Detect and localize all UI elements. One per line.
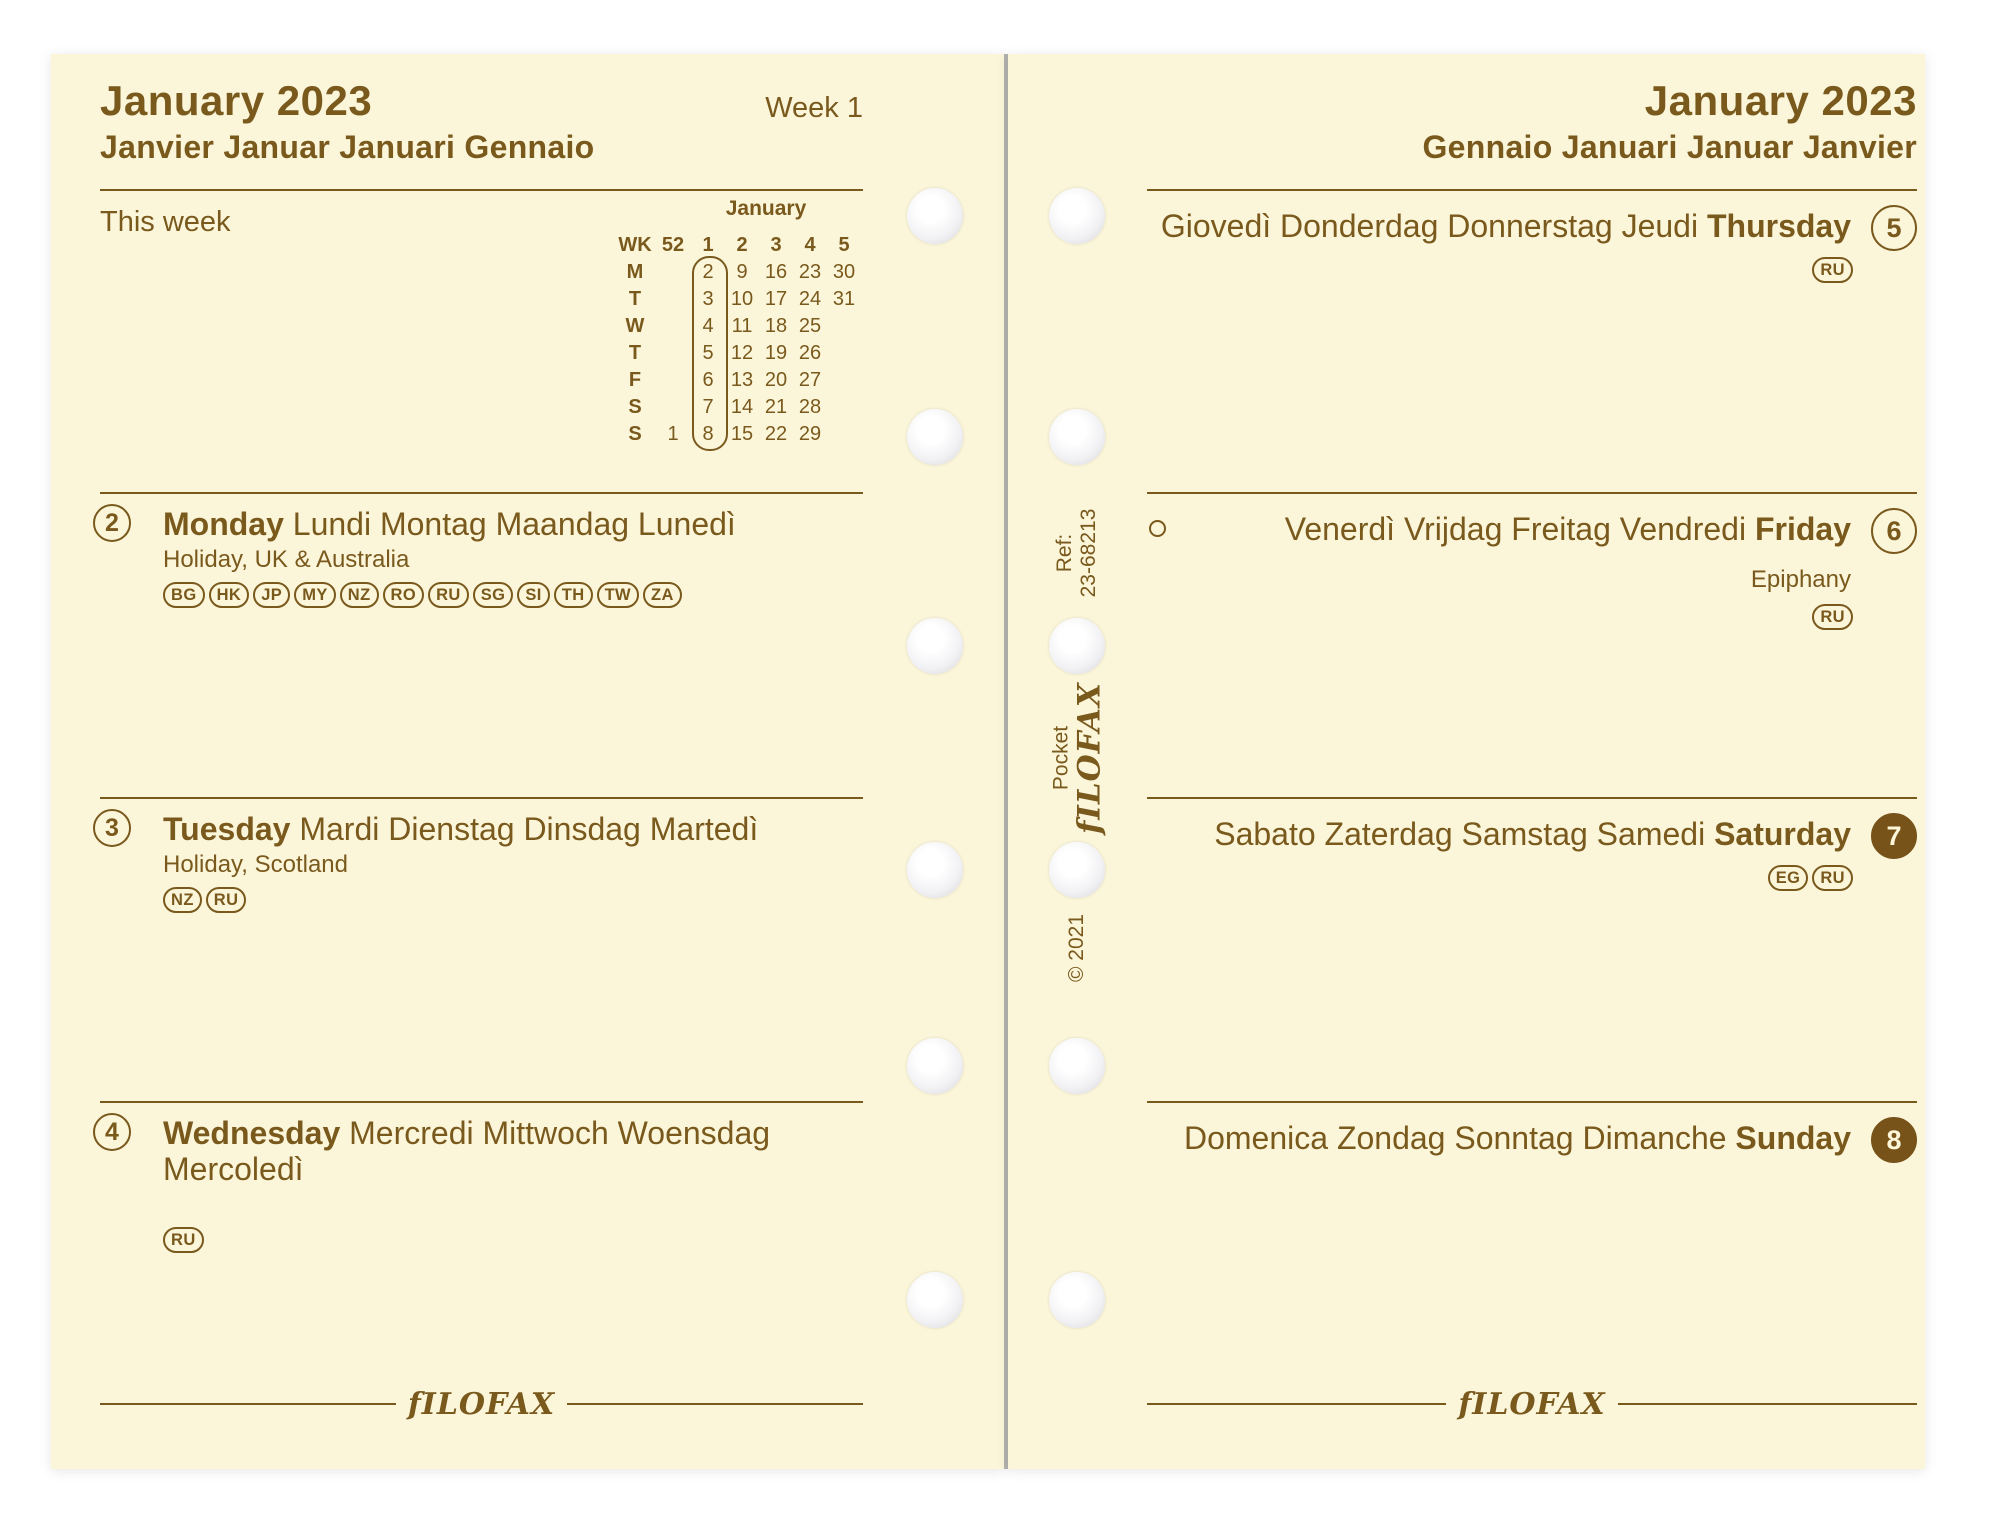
mini-calendar-date-cell: 6 — [702, 369, 714, 391]
day-title — [163, 506, 863, 542]
mini-calendar-date-cell — [655, 394, 691, 421]
mini-calendar-month-title: January — [725, 197, 807, 220]
mini-calendar-date-cell — [827, 394, 861, 421]
mini-calendar-date-cell: 21 — [764, 396, 788, 418]
day-section-saturday — [1147, 797, 1917, 1101]
mini-calendar-date-cell — [827, 313, 861, 340]
left-page-footer — [100, 1386, 863, 1422]
mini-calendar-date-cell: 7 — [702, 396, 714, 418]
mini-calendar-date-cell: 23 — [798, 261, 822, 283]
day-title — [1147, 508, 1917, 550]
mini-calendar-date-cell: 30 — [832, 261, 856, 283]
day-title — [1147, 205, 1917, 247]
day-name-translations: Sabato Zaterdag Samstag Samedi — [1214, 816, 1706, 852]
country-badge: EG — [1768, 865, 1809, 891]
mini-calendar-day-label: F — [628, 369, 642, 391]
day-title — [1147, 1117, 1917, 1159]
day-name-translations: Venerdì Vrijdag Freitag Vendredi — [1284, 511, 1747, 547]
brand-block — [1050, 682, 1107, 834]
full-moon-icon — [1149, 520, 1166, 537]
day-section-sunday — [1147, 1101, 1917, 1404]
day-name-translations: Mardi Dienstag Dinsdag Martedì — [299, 811, 759, 847]
binder-hole — [907, 1272, 963, 1328]
mini-calendar-date-cell: 26 — [798, 342, 822, 364]
footer-rule-right — [1618, 1403, 1917, 1405]
day-title — [163, 1115, 863, 1187]
mini-calendar-day-label: W — [625, 315, 645, 337]
country-badge: RO — [383, 582, 425, 608]
holiday-note — [163, 1191, 863, 1219]
left-page-header — [100, 76, 595, 166]
mini-calendar-date-cell: 12 — [730, 342, 754, 364]
mini-calendar-day-label: T — [628, 342, 642, 364]
day-name-english: Sunday — [1735, 1120, 1851, 1156]
binder-hole — [907, 409, 963, 465]
holiday-note: Epiphany — [1750, 566, 1851, 593]
header-rule — [100, 189, 863, 191]
mini-calendar-date-cell: 22 — [764, 423, 788, 445]
country-badges — [1147, 257, 1917, 283]
day-name-translations: Domenica Zondag Sonntag Dimanche — [1183, 1120, 1727, 1156]
mini-calendar-date-cell: 24 — [798, 288, 822, 310]
page-title: January 2023 — [100, 77, 373, 124]
mini-calendar-date-cell: 19 — [764, 342, 788, 364]
binder-hole — [907, 1038, 963, 1094]
binder-hole — [907, 618, 963, 674]
country-badge: ZA — [643, 582, 682, 608]
mini-calendar-date-cell: 17 — [764, 288, 788, 310]
mini-calendar-date-cell — [655, 286, 691, 313]
mini-calendar-header-cell: 2 — [736, 234, 748, 256]
mini-month-calendar — [615, 196, 863, 448]
binder-hole — [907, 188, 963, 244]
mini-calendar-date-cell: 9 — [736, 261, 748, 283]
binder-hole — [1049, 1272, 1105, 1328]
mini-calendar-date-cell: 25 — [798, 315, 822, 337]
mini-calendar-date-cell: 13 — [730, 369, 754, 391]
mini-calendar-header-cell: 3 — [770, 234, 782, 256]
country-badge: BG — [163, 582, 205, 608]
right-diary-page — [1008, 54, 1925, 1469]
day-name-english: Thursday — [1706, 208, 1851, 244]
day-section-thursday — [1147, 189, 1917, 492]
mini-calendar-date-cell: 20 — [764, 369, 788, 391]
this-week-label: This week — [100, 206, 231, 238]
country-badge: RU — [428, 582, 469, 608]
mini-calendar-date-cell — [827, 421, 861, 448]
mini-calendar-date-cell: 16 — [764, 261, 788, 283]
mini-calendar-date-cell: 11 — [731, 315, 753, 337]
mini-calendar-header-cell: 52 — [661, 234, 685, 256]
country-badge: SG — [473, 582, 514, 608]
mini-calendar-day-label: S — [628, 423, 642, 445]
day-title — [163, 811, 863, 847]
country-badges — [163, 582, 863, 608]
mini-calendar-date-cell — [655, 340, 691, 367]
mini-calendar-day-label: T — [628, 288, 642, 310]
country-badges — [163, 1227, 863, 1253]
week-number-label: Week 1 — [765, 92, 863, 124]
mini-calendar-date-cell — [655, 313, 691, 340]
day-number-circle: 5 — [1871, 205, 1917, 251]
mini-calendar-day-label: M — [626, 261, 644, 283]
mini-calendar-date-cell: 1 — [667, 423, 679, 445]
holiday-note: Holiday, Scotland — [163, 851, 348, 878]
mini-calendar-date-cell — [655, 259, 691, 286]
mini-calendar-date-cell: 4 — [702, 315, 714, 337]
day-name-english: Tuesday — [163, 811, 291, 847]
binder-hole — [1049, 618, 1105, 674]
day-title — [1147, 813, 1917, 855]
day-section-friday — [1147, 492, 1917, 797]
mini-calendar-date-cell: 31 — [832, 288, 856, 310]
mini-calendar-grid — [615, 232, 863, 448]
mini-calendar-header-cell: WK — [618, 234, 652, 256]
mini-calendar-date-cell: 8 — [702, 423, 714, 445]
country-badge: RU — [1812, 257, 1853, 283]
ref-number: 23-68213 — [1077, 508, 1100, 598]
day-name-english: Wednesday — [163, 1115, 341, 1151]
day-name-translations: Lundi Montag Maandag Lunedì — [292, 506, 736, 542]
ref-number-block — [1053, 509, 1101, 598]
day-section-wednesday — [91, 1101, 863, 1404]
day-name-english: Friday — [1754, 511, 1851, 547]
country-badges — [1147, 865, 1917, 891]
binder-hole — [1049, 1038, 1105, 1094]
mini-calendar-header-cell: 5 — [838, 234, 850, 256]
country-badge: HK — [209, 582, 250, 608]
day-name-english: Saturday — [1714, 816, 1851, 852]
country-badge: SI — [517, 582, 549, 608]
day-number-circle: 4 — [93, 1113, 131, 1151]
footer-rule-right — [567, 1403, 863, 1405]
mini-calendar-date-cell — [655, 367, 691, 394]
mini-calendar-date-cell: 10 — [730, 288, 754, 310]
day-section-tuesday — [91, 797, 863, 1101]
holiday-note: Holiday, UK & Australia — [163, 546, 410, 573]
mini-calendar-date-cell: 2 — [702, 261, 714, 283]
day-number-circle: 6 — [1871, 508, 1917, 554]
country-badge: RU — [163, 1227, 204, 1253]
day-name-translations: Mercredi Mittwoch Woensdag Mercoledì — [163, 1115, 771, 1187]
right-page-header — [1422, 76, 1917, 166]
day-number-circle-filled: 7 — [1871, 813, 1917, 859]
ref-label: Ref: — [1053, 533, 1076, 573]
page-title: January 2023 — [1644, 77, 1917, 124]
mini-calendar-date-cell — [827, 340, 861, 367]
mini-calendar-date-cell — [827, 367, 861, 394]
footer-rule-left — [100, 1403, 396, 1405]
country-badge: JP — [253, 582, 290, 608]
filofax-logo: fILOFAX — [1071, 682, 1108, 834]
binder-hole — [1049, 188, 1105, 244]
country-badge: TH — [554, 582, 593, 608]
country-badge: RU — [1812, 604, 1853, 630]
binder-hole — [907, 842, 963, 898]
mini-calendar-date-cell: 18 — [764, 315, 788, 337]
left-diary-page — [51, 54, 1005, 1469]
copyright-label: © 2021 — [1065, 913, 1088, 983]
day-name-english: Monday — [163, 506, 284, 542]
binder-hole — [1049, 409, 1105, 465]
footer-rule-left — [1147, 1403, 1446, 1405]
day-name-translations: Giovedì Donderdag Donnerstag Jeudi — [1160, 208, 1699, 244]
right-page-footer — [1147, 1386, 1917, 1422]
page-subtitle-translations: Janvier Januar Januari Gennaio — [100, 129, 595, 165]
mini-calendar-date-cell: 27 — [798, 369, 822, 391]
mini-calendar-date-cell: 15 — [730, 423, 754, 445]
mini-calendar-date-cell: 5 — [702, 342, 714, 364]
country-badge: RU — [206, 887, 247, 913]
filofax-logo: fILOFAX — [1458, 1386, 1606, 1422]
mini-calendar-date-cell: 28 — [798, 396, 822, 418]
country-badge: RU — [1812, 865, 1853, 891]
mini-calendar-header-cell: 4 — [804, 234, 816, 256]
day-number-circle: 2 — [93, 504, 131, 542]
country-badge: MY — [294, 582, 336, 608]
filofax-logo: fILOFAX — [407, 1386, 556, 1422]
mini-calendar-date-cell: 3 — [702, 288, 714, 310]
day-number-circle: 3 — [93, 809, 131, 847]
mini-calendar-date-cell: 14 — [730, 396, 754, 418]
mini-calendar-header-cell: 1 — [702, 234, 714, 256]
country-badges — [163, 887, 863, 913]
day-number-circle-filled: 8 — [1871, 1117, 1917, 1163]
country-badge: NZ — [163, 887, 202, 913]
country-badge: NZ — [340, 582, 379, 608]
mini-calendar-day-label: S — [628, 396, 642, 418]
day-section-monday — [91, 492, 863, 797]
page-subtitle-translations: Gennaio Januari Januar Janvier — [1422, 129, 1917, 165]
binder-hole — [1049, 842, 1105, 898]
current-week-highlight — [692, 256, 728, 451]
size-label: Pocket — [1049, 725, 1073, 791]
country-badge: TW — [597, 582, 639, 608]
country-badges — [1147, 604, 1917, 630]
mini-calendar-date-cell: 29 — [798, 423, 822, 445]
